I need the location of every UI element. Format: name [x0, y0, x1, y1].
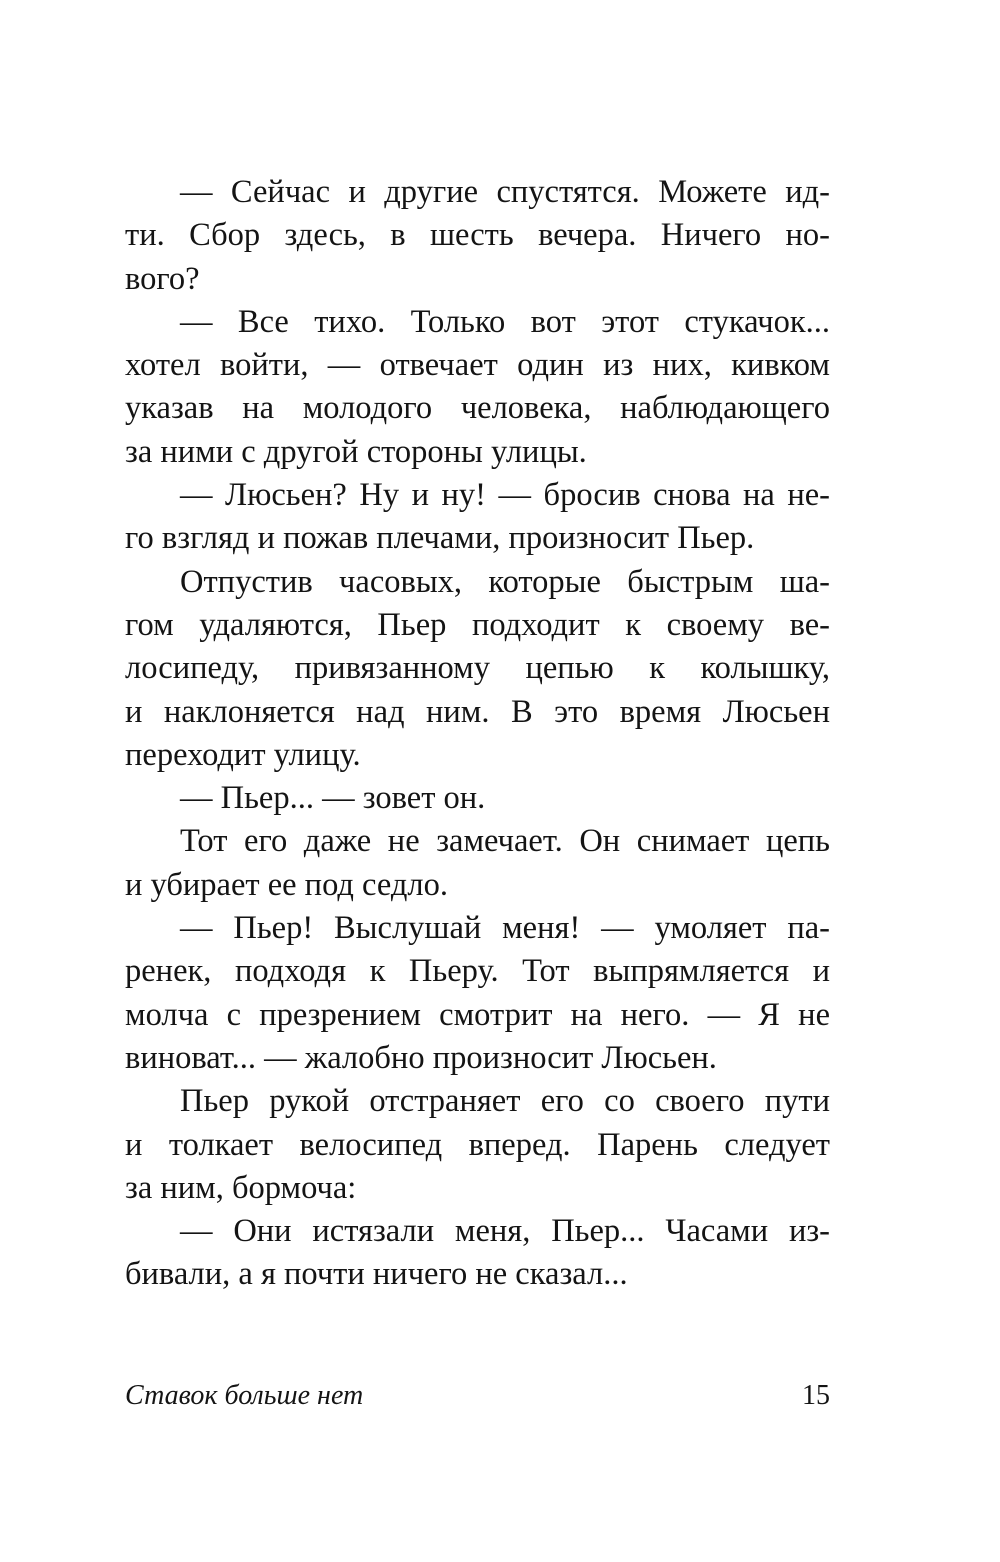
- text-line: Тот его даже не замечает. Он снимает цепь: [180, 823, 830, 860]
- text-line: Пьер рукой отстраняет его со своего пути: [180, 1083, 830, 1120]
- text-line: хотел войти, — отвечает один из них, кивком: [125, 347, 830, 384]
- text-line: бивали, а я почти ничего не сказал...: [125, 1256, 628, 1293]
- text-line: ренек, подходя к Пьеру. Тот выпрямляется и: [125, 953, 830, 990]
- text-line: — Пьер! Выслушай меня! — умоляет па-: [180, 910, 830, 947]
- text-line: и наклоняется над ним. В это время Люсьен: [125, 693, 830, 730]
- text-line: виноват... — жалобно произносит Люсьен.: [125, 1039, 717, 1076]
- text-line: — Все тихо. Только вот этот стукачок...: [180, 303, 830, 340]
- text-line: — Они истязали меня, Пьер... Часами из-: [180, 1213, 830, 1250]
- text-line: лосипеду, привязанному цепью к колышку,: [125, 650, 830, 687]
- text-line: — Пьер... — зовет он.: [180, 780, 486, 817]
- text-line: переходит улицу.: [125, 736, 361, 773]
- text-line: и убирает ее под седло.: [125, 866, 448, 903]
- running-title: Ставок больше нет: [125, 1380, 364, 1411]
- text-line: го взгляд и пожав плечами, произносит Пьер.: [125, 520, 755, 557]
- page-number: 15: [802, 1380, 830, 1411]
- text-line: молча с презрением смотрит на него. — Я не: [125, 996, 830, 1033]
- text-line: и толкает велосипед вперед. Парень следует: [125, 1126, 830, 1163]
- text-line: Отпустив часовых, которые быстрым ша-: [180, 563, 830, 600]
- text-line: ти. Сбор здесь, в шесть вечера. Ничего но-: [125, 217, 830, 254]
- page-footer: [125, 1380, 830, 1420]
- text-line: — Люсьен? Ну и ну! — бросив снова на не-: [180, 477, 830, 514]
- text-line: за ними с другой стороны улицы.: [125, 433, 587, 470]
- text-line: — Сейчас и другие спустятся. Можете ид-: [180, 174, 830, 210]
- body-text: [125, 171, 830, 1297]
- text-line: гом удаляются, Пьер подходит к своему ве-: [125, 606, 830, 643]
- text-line: вого?: [125, 260, 200, 297]
- text-line: указав на молодого человека, наблюдающего: [125, 390, 830, 427]
- text-line: за ним, бормоча:: [125, 1169, 357, 1206]
